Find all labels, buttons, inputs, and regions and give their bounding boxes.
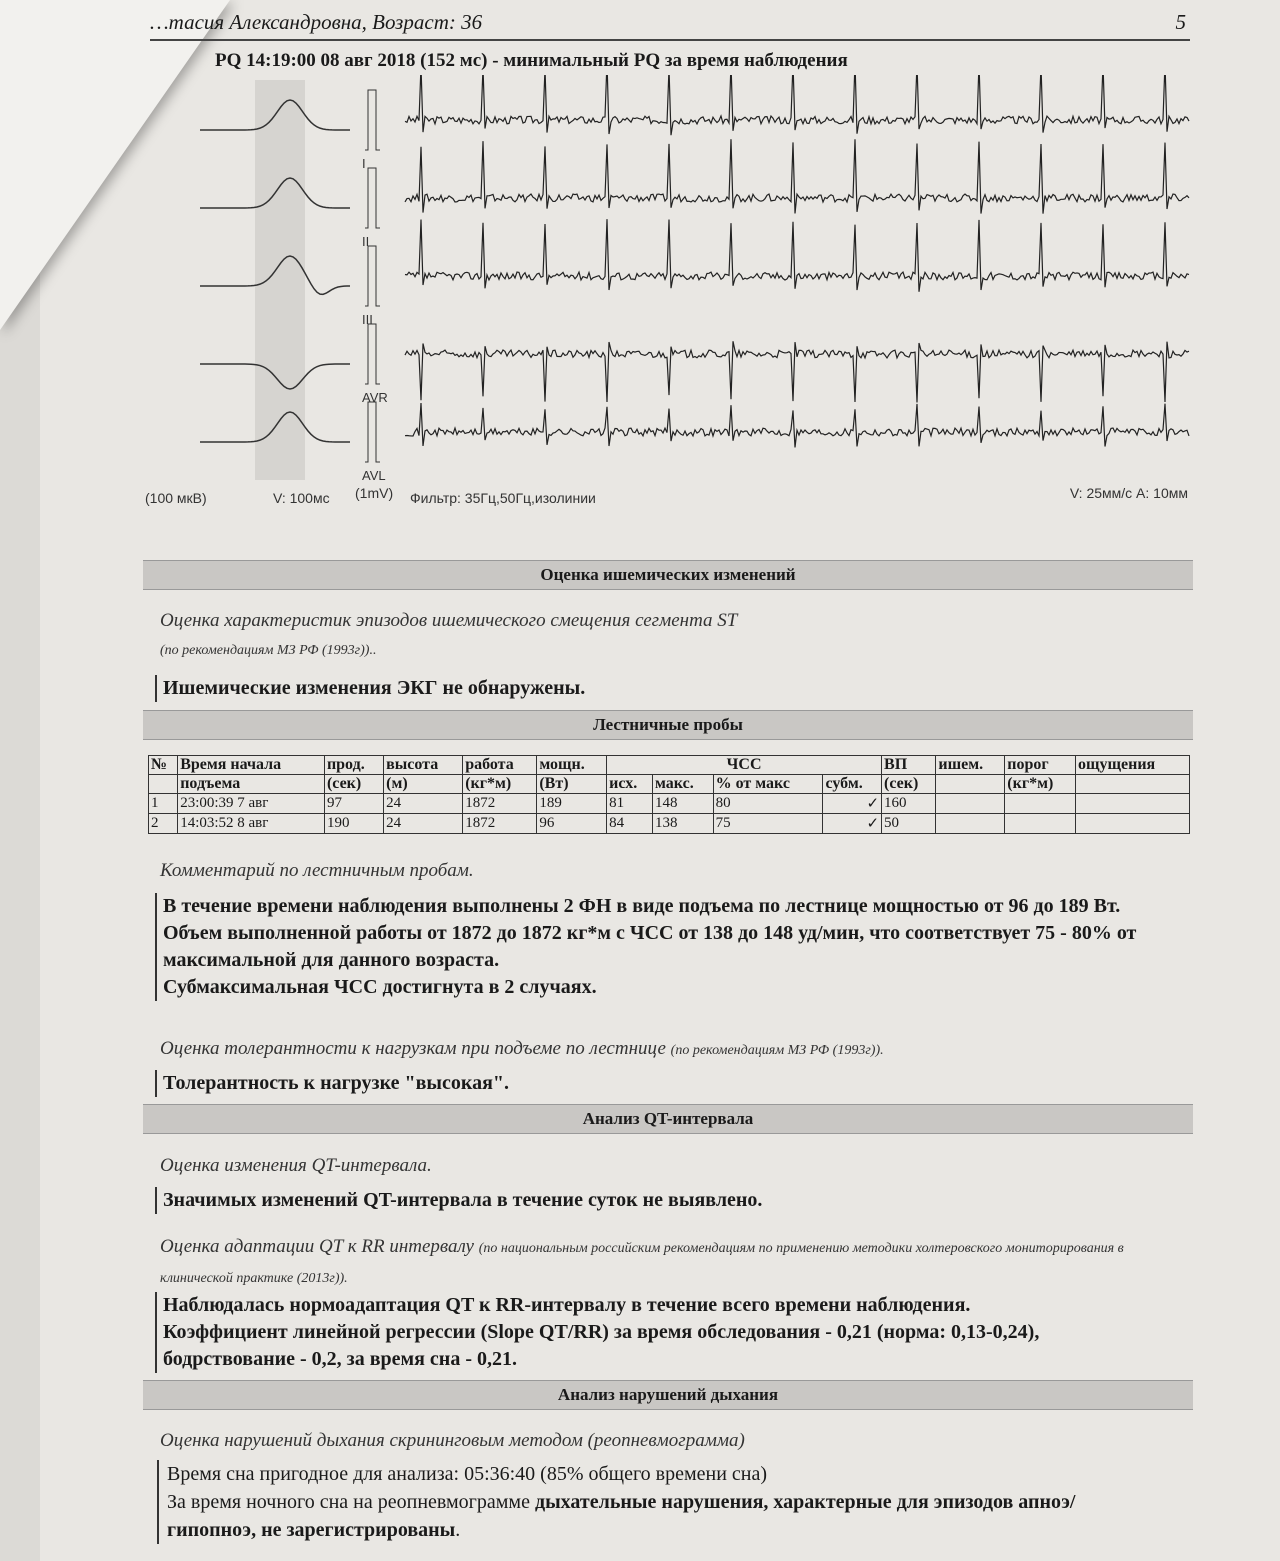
- column-subheader: макс.: [653, 775, 714, 794]
- ecg-title: PQ 14:19:00 08 авг 2018 (152 мс) - минимальный PQ за время наблюдения: [215, 50, 848, 71]
- lead-label: III: [362, 312, 373, 327]
- table-cell: [936, 794, 1005, 814]
- section-breath: Анализ нарушений дыхания: [143, 1380, 1193, 1410]
- table-cell: 1872: [463, 814, 537, 834]
- comment-line: Субмаксимальная ЧСС достигнута в 2 случаях.: [163, 976, 597, 998]
- lead-label: AVR: [362, 390, 388, 405]
- sleep-time: Время сна пригодное для анализа: 05:36:40 (85% общего времени сна): [167, 1463, 768, 1485]
- table-cell: 75: [713, 814, 823, 834]
- column-header: работа: [463, 756, 537, 775]
- amplitude-scale: (100 мкВ): [145, 490, 207, 506]
- column-header: №: [149, 756, 178, 775]
- table-cell: 81: [607, 794, 653, 814]
- time-scale: V: 100мс: [273, 490, 330, 506]
- ecg-strip: [140, 75, 1200, 515]
- column-subheader: подъема: [178, 775, 325, 794]
- column-subheader: (Вт): [537, 775, 607, 794]
- table-cell: 80: [713, 794, 823, 814]
- lead-label: AVL: [362, 468, 386, 483]
- qt-line: Наблюдалась нормоадаптация QT к RR-интервалу в течение всего времени наблюдения.: [163, 1294, 971, 1316]
- table-cell: 160: [882, 794, 936, 814]
- column-header: прод.: [324, 756, 383, 775]
- stairs-comment-label: Комментарий по лестничным пробам.: [160, 860, 474, 881]
- table-cell: 24: [384, 814, 463, 834]
- ecg-traces: [140, 75, 1200, 515]
- page-number: 5: [1175, 10, 1186, 34]
- table-cell: 138: [653, 814, 714, 834]
- column-header: порог: [1005, 756, 1076, 775]
- rhythm-trace-AVR: [405, 341, 1189, 402]
- calibration-pulse: [365, 168, 380, 228]
- table-cell: [1076, 794, 1190, 814]
- patient-info: …тасия Александровна, Возраст: 36: [150, 10, 483, 34]
- table-cell: ✓: [823, 814, 882, 834]
- table-cell: 23:00:39 7 авг: [178, 794, 325, 814]
- breath-text-bold: дыхательные нарушения, характерные для эпизодов апноэ/гипопноэ, не зарегистрированы: [167, 1491, 1076, 1541]
- column-header: ощущения: [1076, 756, 1190, 775]
- column-subheader: [936, 775, 1005, 794]
- stairs-comment: [155, 893, 1163, 1001]
- qt-change-result: Значимых изменений QT-интервала в течение суток не выявлено.: [155, 1187, 1163, 1214]
- lead-label: II: [362, 234, 370, 249]
- table-cell: 1872: [463, 794, 537, 814]
- section-ischemia: Оценка ишемических изменений: [143, 560, 1193, 590]
- rhythm-trace-AVL: [405, 403, 1189, 447]
- ischemia-subtitle: Оценка характеристик эпизодов ишемического смещения сегмента ST: [160, 610, 738, 631]
- column-header: Время начала: [178, 756, 325, 775]
- table-cell: [1005, 814, 1076, 834]
- table-cell: [1076, 814, 1190, 834]
- qt-line: Коэффициент линейной регрессии (Slope QT/RR) за время обследования - 0,21 (норма: 0,13-0,24), бодрствование - 0,2, за время сна - 0,21.: [163, 1321, 1040, 1370]
- page-header: [150, 10, 1190, 41]
- calibration-pulse: [365, 90, 380, 150]
- rhythm-trace-II: [405, 139, 1189, 213]
- table-cell: 148: [653, 794, 714, 814]
- column-subheader: % от макс: [713, 775, 823, 794]
- table-cell: 2: [149, 814, 178, 834]
- column-subheader: (кг*м): [463, 775, 537, 794]
- table-cell: [1005, 794, 1076, 814]
- mv-scale: (1mV): [355, 485, 394, 501]
- column-subheader: (кг*м): [1005, 775, 1076, 794]
- ischemia-note: (по рекомендациям МЗ РФ (1993г))..: [160, 643, 377, 658]
- calibration-pulse: [365, 402, 380, 462]
- table-cell: 24: [384, 794, 463, 814]
- qt-adapt-label-text: Оценка адаптации QT к RR интервалу: [160, 1236, 474, 1257]
- table-cell: 189: [537, 794, 607, 814]
- table-cell: 84: [607, 814, 653, 834]
- table-row: [149, 814, 1190, 834]
- table-cell: 96: [537, 814, 607, 834]
- tolerance-result: Толерантность к нагрузке "высокая".: [155, 1070, 1163, 1097]
- column-header: ЧСС: [607, 756, 882, 775]
- table-cell: 190: [324, 814, 383, 834]
- table-cell: 1: [149, 794, 178, 814]
- speed-info: V: 25мм/с A: 10мм: [1069, 485, 1188, 501]
- calibration-pulse: [365, 246, 380, 306]
- table-cell: 14:03:52 8 авг: [178, 814, 325, 834]
- column-subheader: исх.: [607, 775, 653, 794]
- column-subheader: [1076, 775, 1190, 794]
- qt-change-label: Оценка изменения QT-интервала.: [160, 1155, 432, 1176]
- filter-info: Фильтр: 35Гц,50Гц,изолинии: [410, 490, 596, 506]
- qt-adapt-result: [155, 1292, 1163, 1373]
- lead-label: I: [362, 156, 366, 171]
- column-subheader: [149, 775, 178, 794]
- qt-adapt-note: (по национальным российским рекомендациям по применению методики холтеровского мониторирования в клинической практике (2013г)).: [160, 1241, 1124, 1286]
- comment-line: В течение времени наблюдения выполнены 2 ФН в виде подъема по лестнице мощностью от 96 до 189 Вт.: [163, 895, 1121, 917]
- table-cell: [936, 814, 1005, 834]
- section-qt: Анализ QT-интервала: [143, 1104, 1193, 1134]
- tolerance-label-text: Оценка толерантности к нагрузкам при подъеме по лестнице: [160, 1038, 666, 1059]
- table-cell: 50: [882, 814, 936, 834]
- table-cell: ✓: [823, 794, 882, 814]
- tolerance-label: [160, 1038, 884, 1060]
- table-row: [149, 794, 1190, 814]
- rhythm-trace-I: [405, 75, 1189, 135]
- column-header: ВП: [882, 756, 936, 775]
- column-header: мощн.: [537, 756, 607, 775]
- rhythm-trace-III: [405, 219, 1189, 292]
- column-header: высота: [384, 756, 463, 775]
- calibration-pulse: [365, 324, 380, 384]
- ischemia-result: Ишемические изменения ЭКГ не обнаружены.: [155, 675, 1163, 702]
- qt-adapt-label: [160, 1233, 1160, 1293]
- column-subheader: (сек): [324, 775, 383, 794]
- column-subheader: субм.: [823, 775, 882, 794]
- breath-result: [157, 1460, 1147, 1544]
- stairs-table: [148, 755, 1190, 834]
- column-header: ишем.: [936, 756, 1005, 775]
- comment-line: Объем выполненной работы от 1872 до 1872 кг*м с ЧСС от 138 до 148 уд/мин, что соответствует 75 - 80% от максимальной для данного возраста.: [163, 922, 1137, 971]
- section-stairs: Лестничные пробы: [143, 710, 1193, 740]
- breath-conclusion: [167, 1488, 1147, 1544]
- breath-label: Оценка нарушений дыхания скрининговым методом (реопневмограмма): [160, 1430, 745, 1451]
- table-cell: 97: [324, 794, 383, 814]
- breath-text: За время ночного сна на реопневмограмме: [167, 1491, 535, 1513]
- breath-text-end: .: [455, 1519, 461, 1541]
- tolerance-note: (по рекомендациям МЗ РФ (1993г)).: [670, 1043, 884, 1058]
- column-subheader: (сек): [882, 775, 936, 794]
- column-subheader: (м): [384, 775, 463, 794]
